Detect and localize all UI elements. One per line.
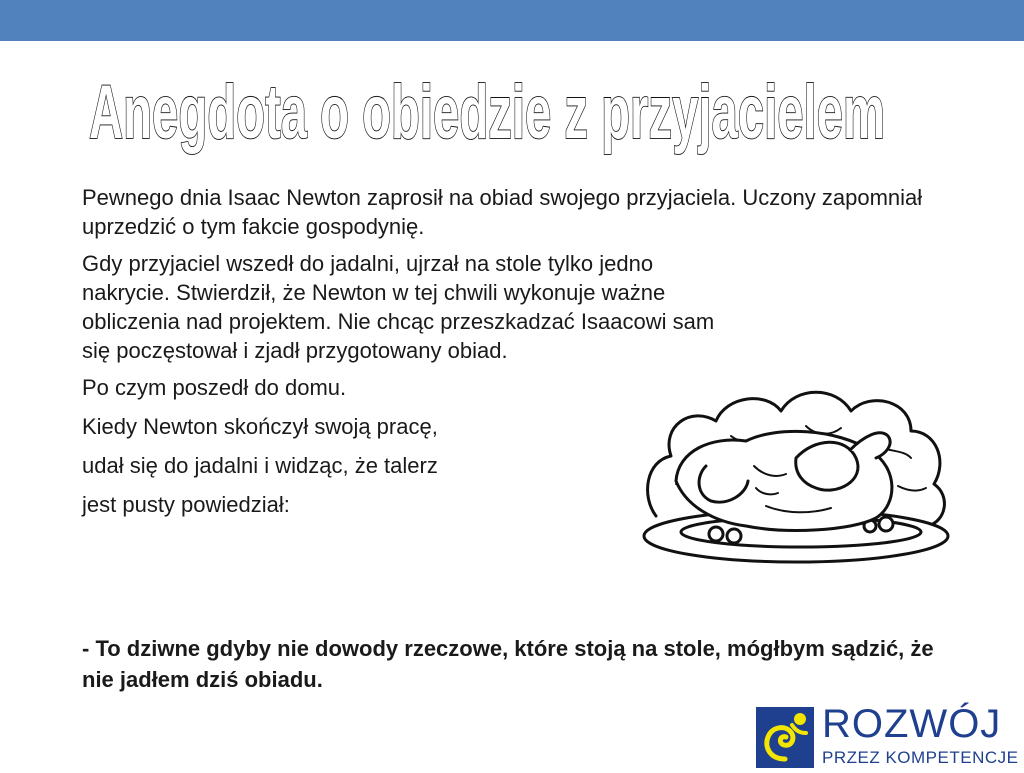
paragraph-friend-line: nakrycie. Stwierdził, że Newton w tej chwili wykonuje ważne <box>82 280 666 305</box>
paragraph-went-home: Po czym poszedł do domu. <box>82 375 347 400</box>
paragraph-friend-line: Gdy przyjaciel wszedł do jadalni, ujrzał na stole tylko jedno <box>82 251 654 276</box>
logo-emblem <box>756 707 814 768</box>
top-bar <box>0 0 1024 41</box>
slide-title-text: Anegdota o obiedzie z przyjacielem <box>89 70 885 155</box>
paragraph-friend-line: się poczęstował i zjadł przygotowany obiad. <box>82 338 508 363</box>
paragraph-invitation: Pewnego dnia Isaac Newton zaprosił na obiad swojego przyjaciela. Uczony zapomniał uprzedzić o tym fakcie gospodynię. <box>82 185 923 239</box>
rozwoj-logo <box>752 702 1024 768</box>
conclusion-quote: - To dziwne gdyby nie dowody rzeczowe, które stoją na stole, mógłbym sądzić, że nie jadłem dziś obiadu. <box>82 636 934 692</box>
paragraph-said: jest pusty powiedział: <box>82 492 290 517</box>
paragraph-went-to-dining: udał się do jadalni i widząc, że talerz <box>82 453 438 478</box>
paragraph-newton-finished: Kiedy Newton skończył swoją pracę, <box>82 414 438 439</box>
logo-wordmark: ROZWÓJ <box>822 702 1002 746</box>
slide-title <box>84 60 890 170</box>
roast-chicken-icon <box>636 366 956 574</box>
paragraph-friend <box>82 249 952 365</box>
paragraph-friend-line: obliczenia nad projektem. Nie chcąc przeszkadzać Isaacowi sam <box>82 309 715 334</box>
logo-tagline: PRZEZ KOMPETENCJE <box>822 748 1019 767</box>
slide-title-graphic <box>84 60 890 170</box>
image-caption <box>640 563 750 568</box>
